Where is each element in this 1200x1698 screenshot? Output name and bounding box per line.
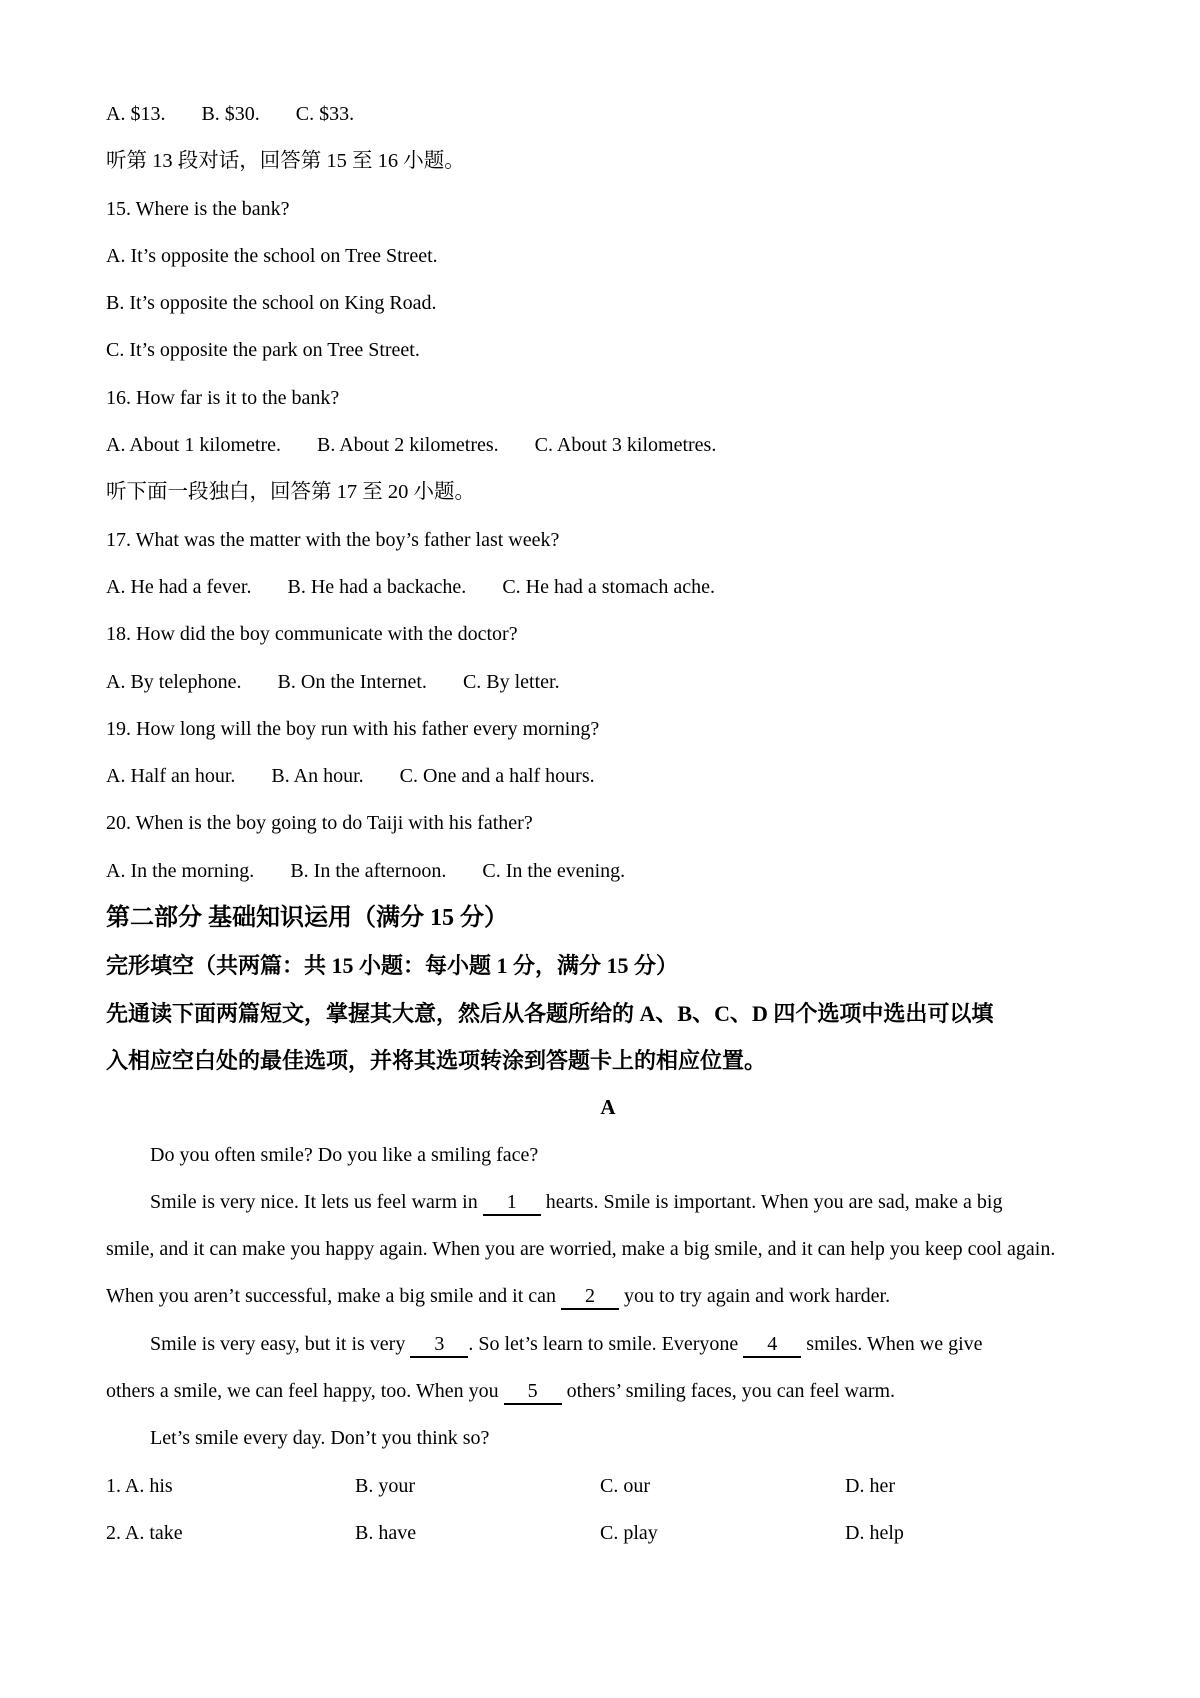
listening-question-15: 15. Where is the bank? [106,197,290,220]
text-segment: . So let’s learn to smile. Everyone [468,1332,744,1355]
option-item: A. By telephone. [106,670,242,693]
listening-options-row-14 [106,91,1110,138]
listening-options-row-19 [106,753,1110,800]
text-segment: Smile is very nice. It lets us feel warm in [150,1190,483,1213]
option-item: 1. A. his [106,1474,173,1497]
listening-question-18: 18. How did the boy communicate with the doctor? [106,623,518,646]
part2-section-heading: 第二部分 基础知识运用（满分 15 分） [106,905,508,932]
listening-question-16: 16. How far is it to the bank? [106,386,340,409]
text-segment: Smile is very easy, but it is very [150,1332,411,1355]
passage-line-with-blank-1 [106,1179,1110,1226]
option-item: A. He had a fever. [106,575,252,598]
listening-option-15a: A. It’s opposite the school on Tree Street. [106,244,438,267]
option-item: 2. A. take [106,1521,183,1544]
option-item: A. $13. [106,103,166,125]
cloze-blank-5: 5 [504,1380,562,1405]
cloze-blank-4: 4 [743,1333,801,1358]
option-item: A. In the morning. [106,859,255,882]
option-item: B. On the Internet. [277,670,427,693]
listening-instruction-dialog13: 听第 13 段对话，回答第 15 至 16 小题。 [106,150,465,173]
passage-line-with-blank-2 [106,1273,1110,1320]
option-item: A. About 1 kilometre. [106,434,281,457]
listening-option-15b: B. It’s opposite the school on King Road. [106,292,437,315]
listening-option-15c: C. It’s opposite the park on Tree Street. [106,339,420,362]
option-item: B. have [355,1521,417,1544]
cloze-options-row-2 [106,1510,1110,1557]
option-item: B. About 2 kilometres. [316,434,499,457]
text-segment: others’ smiling faces, you can feel warm. [561,1380,896,1403]
option-item: B. An hour. [271,765,364,788]
option-item: B. In the afternoon. [290,859,447,882]
option-item: B. your [355,1474,415,1497]
text-segment: others a smile, we can feel happy, too. When you [106,1380,504,1403]
cloze-blank-3: 3 [410,1333,468,1358]
option-item: D. her [845,1474,895,1497]
option-item: C. play [600,1521,658,1544]
option-item: D. help [845,1521,904,1544]
option-item: C. our [600,1474,650,1497]
option-item: C. He had a stomach ache. [502,575,716,598]
text-segment: hearts. Smile is important. When you are sad, make a big [540,1190,1003,1213]
option-item: C. $33. [295,103,355,125]
text-segment: you to try again and work harder. [619,1285,891,1308]
cloze-blank-2: 2 [561,1285,619,1310]
option-item: C. By letter. [462,670,560,693]
text-segment: When you aren’t successful, make a big smile and it can [106,1285,562,1308]
passage-line: Let’s smile every day. Don’t you think so? [150,1427,490,1450]
passage-label-a: A [600,1095,616,1120]
option-item: B. He had a backache. [287,575,467,598]
listening-options-row-17 [106,564,1110,611]
text-segment: smiles. When we give [801,1332,983,1355]
passage-line-with-blank-5 [106,1368,1110,1415]
option-item: C. In the evening. [482,859,626,882]
passage-line: smile, and it can make you happy again. When you are worried, make a big smile, and it can help you keep cool again. [106,1238,1056,1261]
cloze-blank-1: 1 [483,1191,541,1216]
cloze-instruction-line2: 入相应空白处的最佳选项，并将其选项转涂到答题卡上的相应位置。 [106,1047,767,1073]
cloze-instruction-line1: 先通读下面两篇短文，掌握其大意，然后从各题所给的 A、B、C、D 四个选项中选出可以填 [106,1000,994,1026]
option-item: C. One and a half hours. [399,765,595,788]
listening-question-20: 20. When is the boy going to do Taiji with his father? [106,812,533,835]
listening-options-row-20 [106,848,1110,895]
listening-options-row-16 [106,422,1110,469]
listening-question-17: 17. What was the matter with the boy’s father last week? [106,528,560,551]
cloze-heading: 完形填空（共两篇：共 15 小题：每小题 1 分，满分 15 分） [106,953,679,979]
listening-instruction-monologue: 听下面一段独白，回答第 17 至 20 小题。 [106,481,475,504]
option-item: C. About 3 kilometres. [534,434,717,457]
listening-options-row-18 [106,659,1110,706]
option-item: A. Half an hour. [106,765,236,788]
option-item: B. $30. [201,103,260,125]
passage-line: Do you often smile? Do you like a smiling face? [150,1143,539,1166]
listening-question-19: 19. How long will the boy run with his father every morning? [106,717,600,740]
passage-line-with-blanks-3-4 [106,1321,1110,1368]
cloze-options-row-1 [106,1463,1110,1510]
